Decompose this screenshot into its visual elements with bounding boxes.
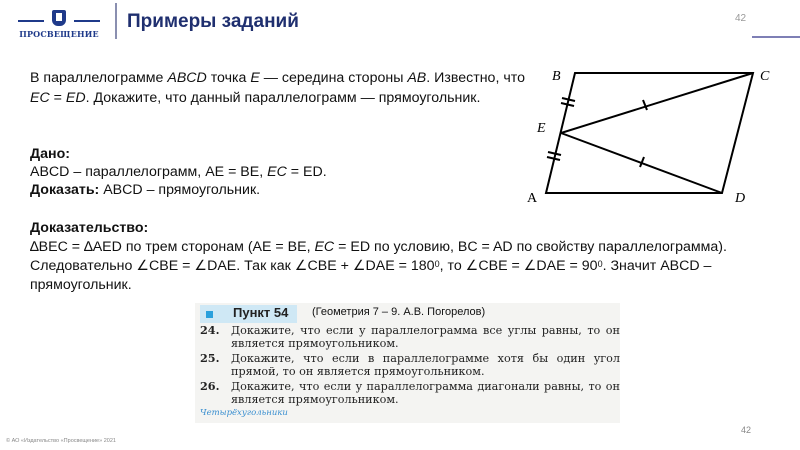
exercise-text: Докажите, что если в параллелограмме хотя бы один угол прямой, то он является прямоугольником. — [231, 351, 620, 379]
logo-line-left — [18, 20, 44, 22]
text: . Известно, что — [426, 70, 525, 86]
label-c: C — [760, 69, 770, 84]
exercise-number: 24. — [200, 323, 220, 337]
parallelogram-diagram — [500, 55, 800, 215]
text: . Докажите, что данный параллелограмм — прямоугольник. — [85, 90, 481, 106]
text: EC — [30, 90, 50, 106]
tick-ec — [643, 100, 647, 110]
copyright: © АО «Издательство «Просвещение» 2021 — [6, 438, 116, 444]
exercise-list — [200, 324, 620, 407]
proof-text: . Значит ABCD – прямоугольник. — [30, 258, 712, 293]
text: E — [250, 70, 260, 86]
exercise-text: Докажите, что если у параллелограмма все углы равны, то он является прямоугольником. — [231, 324, 620, 351]
text: точка — [206, 70, 251, 86]
given-block — [30, 145, 390, 199]
header-divider — [115, 3, 117, 39]
text: = — [49, 90, 66, 106]
label-d: D — [735, 191, 746, 206]
given-text: = ED. — [286, 164, 327, 180]
text: — середина стороны — [259, 70, 408, 86]
label-b: B — [552, 69, 561, 84]
prove-label: Доказать: — [30, 182, 100, 198]
header-rule — [752, 36, 800, 38]
exercise-number: 26. — [200, 378, 220, 393]
proof-text: Следовательно ∠CBE = ∠DAE. Так как ∠CBE + ∠DAE = 180 — [30, 258, 435, 274]
proof-text: = ED по условию, BC = AD по свойству параллелограмма). — [334, 239, 727, 255]
logo-emblem-icon — [52, 10, 66, 26]
parallelogram-figure — [500, 55, 800, 215]
exercise-item — [200, 380, 620, 407]
proof-text: EC — [314, 239, 335, 255]
segment-ec — [561, 73, 753, 133]
section-square-icon — [206, 311, 213, 318]
logo-line-right — [74, 20, 100, 22]
parallelogram-shape — [546, 73, 753, 193]
proof-text: , то ∠CBE = ∠DAE = 90 — [439, 258, 598, 274]
page-title: Примеры заданий — [127, 11, 299, 32]
text: ED — [65, 90, 86, 106]
textbook-source: (Геометрия 7 – 9. А.В. Погорелов) — [312, 306, 486, 318]
exercise-item — [200, 352, 620, 379]
text: В параллелограмме — [30, 70, 168, 86]
label-a: A — [527, 191, 538, 206]
given-label: Дано: — [30, 146, 70, 162]
exercise-number: 25. — [200, 350, 220, 365]
label-e: E — [537, 121, 546, 136]
exercise-text: Докажите, что если у параллелограмма диагонали равны, то он является прямоугольником. — [231, 379, 620, 407]
page-number-top: 42 — [735, 13, 747, 24]
section-label: Пункт 54 — [233, 305, 289, 320]
given-text: EC — [267, 164, 287, 180]
proof-text: ∆BEC = ∆AED по трем сторонам (AE = BE, — [30, 239, 315, 255]
degree-sup: 0 — [434, 259, 440, 269]
given-text: ABCD – параллелограмм, AE = BE, — [30, 164, 268, 180]
publisher-logo — [14, 8, 104, 40]
textbook-chapter-footer: Четырёхугольники — [200, 408, 288, 418]
text: ABCD — [167, 70, 207, 86]
proof-block — [30, 219, 800, 295]
prove-text: ABCD – прямоугольник. — [99, 182, 261, 198]
problem-statement — [30, 68, 540, 108]
text: AB — [407, 70, 427, 86]
exercise-item — [200, 324, 620, 351]
proof-label: Доказательство: — [30, 220, 149, 236]
degree-sup: 0 — [597, 259, 603, 269]
logo-text: ПРОСВЕЩЕНИЕ — [19, 29, 99, 39]
page-number-bottom: 42 — [741, 425, 752, 435]
